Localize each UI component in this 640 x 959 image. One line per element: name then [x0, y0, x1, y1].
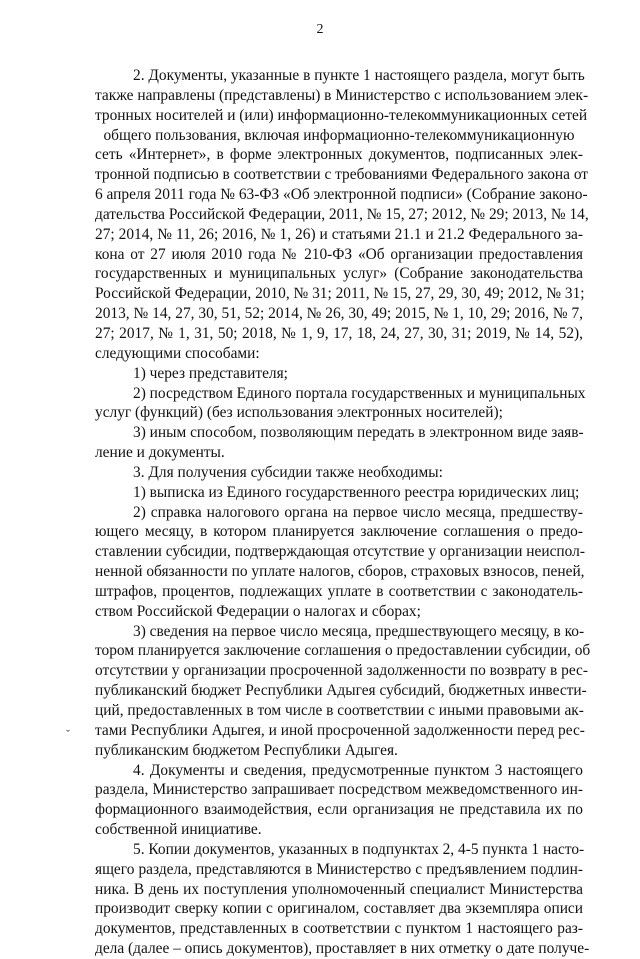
text-line: тронной подписью в соответствии с требованиями Федерального закона от — [95, 166, 589, 184]
document-body — [95, 66, 591, 959]
text-line: кона от 27 июля 2010 года № 210-ФЗ «Об организации предоставления — [95, 245, 583, 263]
text-line: 3) иным способом, позволяющим передать в электронном виде заяв- — [133, 424, 584, 442]
text-line: документов, представленных в соответствии с пунктом 1 настоящего раз- — [95, 920, 583, 938]
text-line: отсутствии у организации просроченной задолженности по возврату в рес- — [95, 662, 588, 680]
text-line: государственных и муниципальных услуг» (Собрание законодательства — [95, 265, 583, 283]
text-line: ника. В день их поступления уполномоченный специалист Министерства — [95, 880, 583, 898]
text-line: производит сверку копии с оригиналом, составляет два экземпляра описи — [95, 900, 583, 918]
text-line: общего пользования, включая информационно-телекоммуникационную — [103, 126, 575, 144]
text-line: раздела, Министерство запрашивает посредством межведомственного ин- — [95, 781, 583, 799]
text-line: ций, предоставленных в том числе в соответствии с иными правовыми ак- — [95, 702, 584, 719]
text-line: ющего месяцу, в котором планируется заключение соглашения о предо- — [95, 523, 583, 541]
text-line: тором планируется заключение соглашения о предоставлении субсидии, об — [95, 642, 591, 660]
text-line: собственной инициативе. — [95, 821, 262, 839]
text-line: следующими способами: — [95, 344, 260, 362]
text-line: 2) посредством Единого портала государственных и муниципальных — [133, 384, 586, 402]
text-line: ящего раздела, представляются в Министерство с предъявлением подлин- — [95, 860, 583, 878]
text-line: ставлении субсидии, подтверждающая отсутствие у организации неиспол- — [95, 543, 585, 561]
text-line: ненной обязанности по уплате налогов, сборов, страховых взносов, пеней, — [95, 563, 585, 581]
text-line: 1) через представителя; — [133, 364, 288, 382]
text-line: сеть «Интернет», в форме электронных документов, подписанных элек- — [95, 146, 583, 164]
text-line: публиканским бюджетом Республики Адыгея. — [95, 741, 398, 759]
text-line: 4. Документы и сведения, предусмотренные пунктом 3 настоящего — [133, 761, 583, 779]
text-line: ством Российской Федерации о налогах и сборах; — [95, 602, 421, 620]
page-number: 2 — [316, 22, 324, 37]
text-line: публиканский бюджет Республики Адыгея субсидий, бюджетных инвести- — [95, 682, 587, 700]
text-line: штрафов, процентов, подлежащих уплате в соответствии с законодатель- — [95, 582, 583, 600]
text-line: формационного взаимодействия, если организация не представила их по — [95, 801, 583, 819]
text-line: 27; 2014, № 11, 26; 2016, № 1, 26) и статьями 21.1 и 21.2 Федерального за- — [95, 225, 583, 243]
text-line: 3) сведения на первое число месяца, предшествующего месяцу, в ко- — [133, 622, 585, 640]
text-line: также направлены (представлены) в Министерство с использованием элек- — [95, 86, 589, 104]
text-line: Российской Федерации, 2010, № 31; 2011, № 15, 27, 29, 30, 49; 2012, № 31; — [95, 285, 585, 303]
text-line: 2013, № 14, 27, 30, 51, 52; 2014, № 26, 30, 49; 2015, № 1, 10, 29; 2016, № 7, — [95, 305, 583, 323]
stray-mark: ˇ — [66, 727, 70, 741]
text-line: тами Республики Адыгея, и иной просроченной задолженности перед рес- — [95, 721, 585, 739]
text-line: ление и документы. — [95, 444, 225, 462]
text-line: 2) справка налогового органа на первое число месяца, предшеству- — [133, 503, 583, 521]
text-line: тронных носителей и (или) информационно-телекоммуникационных сетей — [95, 106, 588, 124]
text-line: дательства Российской Федерации, 2011, № 15, 27; 2012, № 29; 2013, № 14, — [95, 205, 589, 223]
text-line: 5. Копии документов, указанных в подпунктах 2, 4-5 пункта 1 насто- — [133, 840, 585, 858]
text-line: 27; 2017, № 1, 31, 50; 2018, № 1, 9, 17, 18, 24, 27, 30, 31; 2019, № 14, 52), — [95, 324, 583, 342]
text-line: дела (далее – опись документов), проставляет в них отметку о дате получе- — [95, 940, 590, 958]
text-line: 1) выписка из Единого государственного реестра юридических лиц; — [133, 483, 580, 501]
text-line: 3. Для получения субсидии также необходимы: — [133, 463, 443, 481]
text-line: услуг (функций) (без использования электронных носителей); — [95, 404, 503, 422]
text-line: 2. Документы, указанные в пункте 1 настоящего раздела, могут быть — [133, 67, 585, 84]
text-line: 6 апреля 2011 года № 63-ФЗ «Об электронной подписи» (Собрание законо- — [95, 186, 588, 204]
